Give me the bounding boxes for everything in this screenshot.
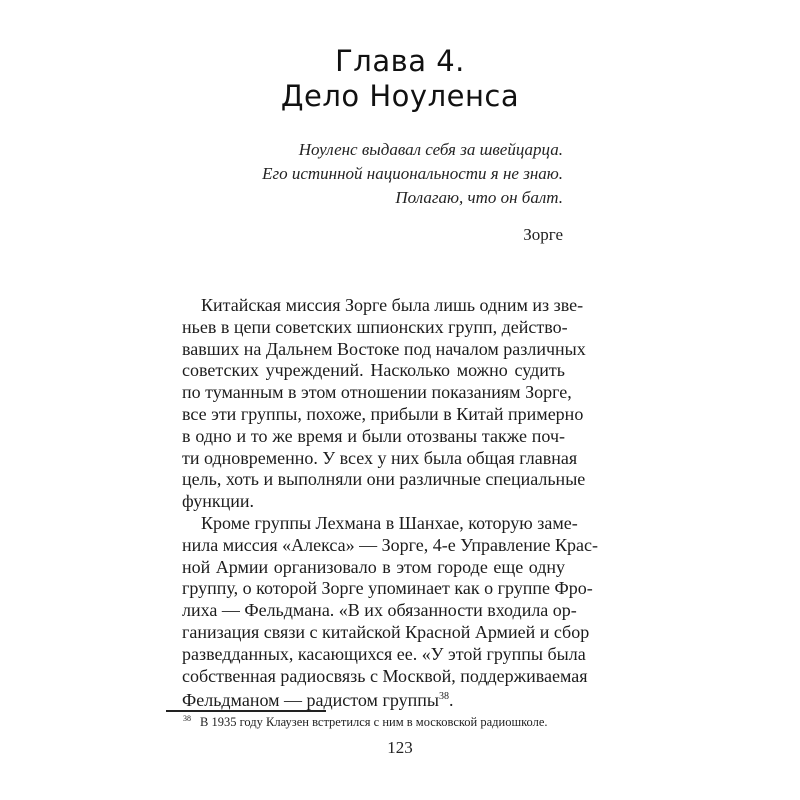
epigraph-line: Его истинной национальности я не знаю. <box>262 164 563 183</box>
chapter-title-line2: Дело Ноуленса <box>280 79 520 113</box>
body-line <box>201 294 584 316</box>
body-line-text: разведданных, касающихся ее. «У этой группы была <box>182 643 586 664</box>
body-line <box>182 316 568 338</box>
body-line <box>182 359 565 381</box>
body-line-text: Фельдманом — радистом группы <box>182 690 439 711</box>
footnote-reference[interactable]: 38 <box>438 691 449 703</box>
footnote-number: 38 <box>183 714 191 723</box>
body-line-text: в одно и то же время и были отозваны также поч- <box>182 425 565 446</box>
epigraph-line: Ноуленс выдавал себя за швейцарца. <box>298 140 563 159</box>
body-line <box>182 643 586 665</box>
body-line <box>182 490 565 512</box>
body-line-text: нила миссия «Алекса» — Зорге, 4-е Управление Крас- <box>182 534 599 555</box>
body-line-text: ти одновременно. У всех у них была общая главная <box>182 447 578 468</box>
body-line <box>182 403 584 425</box>
body-line-text: вавших на Дальнем Востоке под началом различных <box>182 338 586 359</box>
body-line <box>182 534 599 556</box>
footnote <box>183 714 548 730</box>
epigraph-line: Полагаю, что он балт. <box>395 188 563 207</box>
body-line-text: Китайская миссия Зорге была лишь одним из зве- <box>201 295 584 315</box>
body-line-text: ной Армии организовало в этом городе еще одну <box>182 556 565 577</box>
body-line-text: ньев в цепи советских шпионских групп, действо- <box>182 316 568 337</box>
body-line <box>182 686 565 711</box>
body-line-text: цель, хоть и выполняли они различные специальные <box>182 469 586 490</box>
body-line <box>182 665 588 687</box>
body-line <box>182 621 590 643</box>
punctuation: . <box>448 690 454 711</box>
body-line-text: Кроме группы Лехмана в Шанхае, которую заме- <box>201 513 578 533</box>
body-line <box>182 447 578 469</box>
body-line-text: собственная радиосвязь с Москвой, поддерживаемая <box>182 665 588 686</box>
body-line <box>201 512 578 534</box>
epigraph-author: Зорге <box>523 225 563 244</box>
body-line <box>182 599 577 621</box>
footnote-text: В 1935 году Клаузен встретился с ним в московской радиошколе. <box>200 715 548 729</box>
body-line <box>182 468 586 490</box>
footnote-rule <box>166 710 326 712</box>
body-line <box>182 338 586 360</box>
body-line-text: функции. <box>182 491 254 512</box>
body-line-text: советских учреждений. Насколько можно судить <box>182 360 565 381</box>
body-line-text: все эти группы, похоже, прибыли в Китай примерно <box>182 404 584 424</box>
page-number: 123 <box>387 738 413 757</box>
body-line <box>182 425 565 447</box>
body-line-text: лиха — Фельдмана. «В их обязанности входила ор- <box>182 600 577 621</box>
body-line <box>182 556 565 578</box>
chapter-title-line1: Глава 4. <box>335 44 465 78</box>
body-line <box>182 577 593 599</box>
body-line <box>182 381 572 403</box>
body-line-text: по туманным в этом отношении показаниям Зорге, <box>182 382 572 403</box>
body-line-text: группу, о которой Зорге упоминает как о группе Фро- <box>182 578 593 599</box>
body-line-text: ганизация связи с китайской Красной Армией и сбор <box>182 622 590 642</box>
